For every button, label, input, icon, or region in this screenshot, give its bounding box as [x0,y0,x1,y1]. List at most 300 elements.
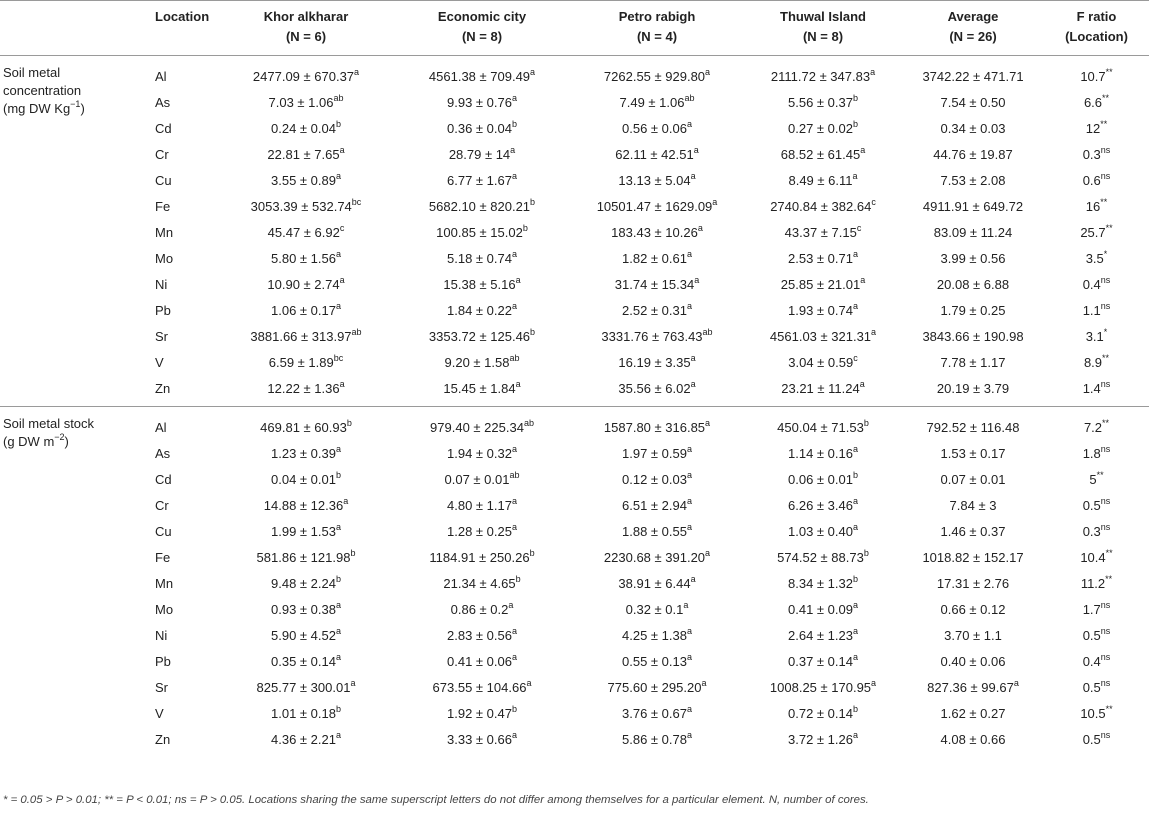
cell-economic-city [394,376,570,407]
cell-value: 45.47 ± 6.92 [267,225,340,240]
cell-khor-alkharar [218,350,394,376]
cell-superscript: a [690,352,696,363]
cell-thuwal-island [744,194,902,220]
cell-value: 0.5 [1082,498,1101,513]
header-petro-rabigh: Petro rabigh [618,9,696,24]
cell-value: 1.4 [1082,381,1101,396]
cell-khor-alkharar [218,675,394,701]
cell-superscript: a [860,144,866,155]
cell-superscript: a [339,274,345,285]
cell-value: 83.09 ± 11.24 [933,225,1013,240]
cell-value: 581.86 ± 121.98 [256,550,351,565]
cell-thuwal-island [744,727,902,757]
table-row [0,467,1149,493]
cell-value: 17.31 ± 2.76 [936,576,1010,591]
cell-value: 4.08 ± 0.66 [940,732,1006,747]
cell-value: 3843.66 ± 190.98 [922,329,1024,344]
cell-thuwal-island [744,246,902,272]
cell-thuwal-island [744,56,902,91]
cell-value: 35.56 ± 6.02 [618,381,691,396]
cell-value: 15.38 ± 5.16 [443,277,516,292]
cell-superscript: a [694,274,700,285]
cell-khor-alkharar [218,649,394,675]
cell-average [902,246,1044,272]
cell-petro-rabigh [570,701,744,727]
cell-value: 6.6 [1083,95,1103,110]
cell-superscript: a [530,66,536,77]
cell-khor-alkharar [218,246,394,272]
cell-value: 2.83 ± 0.56 [447,628,512,643]
cell-superscript: b [511,118,517,129]
cell-value: 0.93 ± 0.38 [271,602,336,617]
cell-superscript: a [686,703,692,714]
cell-superscript: a [335,300,341,311]
element-symbol: Cr [155,147,169,162]
cell-superscript: a [690,378,696,389]
cell-value: 0.4 [1082,277,1101,292]
table-row [0,376,1149,407]
cell-petro-rabigh [570,407,744,442]
cell-economic-city [394,545,570,571]
cell-value: 1.28 ± 0.25 [447,524,512,539]
element-symbol: Cu [155,524,172,539]
cell-superscript: a [335,651,341,662]
cell-value: 0.3 [1082,524,1101,539]
cell-khor-alkharar [218,272,394,298]
cell-superscript: ** [1102,352,1110,363]
cell-f-ratio [1044,220,1149,246]
cell-khor-alkharar [218,545,394,571]
cell-petro-rabigh [570,597,744,623]
cell-superscript: a [870,66,876,77]
cell-thuwal-island [744,649,902,675]
cell-superscript: a [515,274,521,285]
cell-value: 16.19 ± 3.35 [618,355,691,370]
cell-superscript: bc [333,352,344,363]
cell-economic-city [394,168,570,194]
cell-economic-city [394,246,570,272]
cell-superscript: a [871,677,877,688]
cell-superscript: a [335,443,341,454]
cell-value: 22.81 ± 7.65 [267,147,340,162]
table-row [0,168,1149,194]
cell-superscript: a [339,378,345,389]
cell-value: 4.36 ± 2.21 [271,732,336,747]
cell-value: 3.1 [1085,329,1104,344]
cell-value: 31.74 ± 15.34 [614,277,695,292]
header-n-khor-alkharar: (N = 6) [218,27,394,56]
cell-superscript: a [335,248,341,259]
cell-average [902,142,1044,168]
cell-thuwal-island [744,324,902,350]
cell-value: 469.81 ± 60.93 [260,420,347,435]
cell-average [902,675,1044,701]
element-symbol: Fe [155,550,171,565]
cell-average [902,649,1044,675]
cell-khor-alkharar [218,220,394,246]
cell-khor-alkharar [218,90,394,116]
cell-value: 2111.72 ± 347.83 [770,69,871,84]
cell-value: 183.43 ± 10.26 [611,225,698,240]
header-f-ratio: F ratio [1076,9,1117,24]
header-n-economic-city: (N = 8) [394,27,570,56]
cell-superscript: ab [509,352,520,363]
element-symbol: Pb [155,303,171,318]
cell-superscript: b [350,547,356,558]
cell-value: 1.7 [1082,602,1101,617]
cell-average [902,56,1044,91]
table-row [0,324,1149,350]
cell-superscript: b [346,417,352,428]
table-row [0,220,1149,246]
cell-economic-city [394,675,570,701]
cell-value: 1.46 ± 0.37 [940,524,1006,539]
cell-khor-alkharar [218,168,394,194]
cell-thuwal-island [744,623,902,649]
cell-superscript: ns [1100,378,1111,389]
header-economic-city: Economic city [437,9,527,24]
cell-khor-alkharar [218,597,394,623]
cell-f-ratio [1044,350,1149,376]
table-row [0,116,1149,142]
cell-khor-alkharar [218,194,394,220]
group-label-line: concentration [3,83,82,98]
cell-value: 15.45 ± 1.84 [443,381,516,396]
cell-value: 5.80 ± 1.56 [271,251,336,266]
cell-superscript: ab [509,469,520,480]
cell-economic-city [394,623,570,649]
cell-average [902,571,1044,597]
cell-superscript: ns [1100,599,1111,610]
cell-value: 0.32 ± 0.1 [625,602,684,617]
cell-value: 4561.03 ± 321.31 [769,329,872,344]
cell-petro-rabigh [570,519,744,545]
header-n-thuwal-island: (N = 8) [744,27,902,56]
cell-value: 8.49 ± 6.11 [788,173,853,188]
cell-superscript: b [335,573,341,584]
element-symbol: Ni [155,277,168,292]
cell-value: 7.03 ± 1.06 [268,95,334,110]
cell-superscript: ** [1096,469,1104,480]
cell-value: 0.40 ± 0.06 [940,654,1006,669]
cell-f-ratio [1044,623,1149,649]
cell-economic-city [394,441,570,467]
header-n-petro-rabigh: (N = 4) [570,27,744,56]
cell-value: 7.2 [1083,420,1103,435]
cell-value: 0.12 ± 0.03 [622,472,687,487]
cell-f-ratio [1044,675,1149,701]
cell-khor-alkharar [218,441,394,467]
cell-superscript: a [511,300,517,311]
cell-petro-rabigh [570,272,744,298]
cell-thuwal-island [744,571,902,597]
cell-value: 5.90 ± 4.52 [271,628,336,643]
cell-economic-city [394,493,570,519]
cell-economic-city [394,649,570,675]
cell-value: 1.14 ± 0.16 [788,446,853,461]
cell-superscript: a [511,521,517,532]
cell-superscript: ** [1100,118,1108,129]
cell-average [902,597,1044,623]
cell-value: 68.52 ± 61.45 [780,147,861,162]
element-symbol: Mn [155,225,174,240]
cell-superscript: ns [1100,729,1111,740]
cell-value: 1.88 ± 0.55 [622,524,687,539]
cell-superscript: a [511,443,517,454]
cell-superscript: a [686,495,692,506]
cell-khor-alkharar [218,376,394,407]
cell-value: 0.66 ± 0.12 [940,602,1006,617]
cell-superscript: ab [333,92,344,103]
cell-superscript: a [697,222,703,233]
cell-value: 1018.82 ± 152.17 [922,550,1024,565]
cell-value: 23.21 ± 11.24 [781,381,860,396]
cell-f-ratio [1044,56,1149,91]
cell-superscript: b [522,222,528,233]
cell-value: 8.9 [1083,355,1103,370]
element-symbol: V [155,355,164,370]
cell-economic-city [394,298,570,324]
cell-value: 11.2 [1080,576,1106,591]
cell-superscript: a [686,118,692,129]
cell-thuwal-island [744,272,902,298]
cell-petro-rabigh [570,298,744,324]
cell-khor-alkharar [218,142,394,168]
cell-superscript: * [1103,248,1108,259]
table-row [0,298,1149,324]
cell-f-ratio [1044,467,1149,493]
cell-value: 0.5 [1082,680,1101,695]
cell-average [902,623,1044,649]
cell-superscript: a [686,248,692,259]
cell-thuwal-island [744,493,902,519]
cell-economic-city [394,220,570,246]
cell-value: 2230.68 ± 391.20 [603,550,706,565]
cell-superscript: a [852,248,858,259]
cell-value: 9.20 ± 1.58 [444,355,510,370]
cell-average [902,116,1044,142]
cell-superscript: a [705,417,711,428]
cell-khor-alkharar [218,116,394,142]
cell-superscript: a [852,170,858,181]
cell-value: 2.53 ± 0.71 [788,251,853,266]
cell-value: 4911.91 ± 649.72 [922,199,1024,214]
cell-value: 0.35 ± 0.14 [271,654,336,669]
cell-average [902,727,1044,757]
element-symbol: Cu [155,173,172,188]
cell-value: 43.37 ± 7.15 [784,225,857,240]
cell-value: 3.70 ± 1.1 [944,628,1002,643]
cell-value: 0.41 ± 0.06 [447,654,512,669]
cell-value: 3.55 ± 0.89 [271,173,336,188]
cell-economic-city [394,194,570,220]
cell-thuwal-island [744,701,902,727]
cell-value: 9.48 ± 2.24 [271,576,336,591]
cell-superscript: a [705,66,711,77]
cell-average [902,220,1044,246]
cell-value: 574.52 ± 88.73 [777,550,864,565]
cell-value: 7262.55 ± 929.80 [603,69,706,84]
cell-superscript: bc [351,196,362,207]
cell-value: 10.7 [1080,69,1106,84]
cell-superscript: ns [1100,170,1111,181]
cell-superscript: ab [702,326,713,337]
cell-value: 5 [1089,472,1097,487]
cell-superscript: ab [684,92,695,103]
table-row [0,701,1149,727]
cell-superscript: ns [1100,677,1111,688]
cell-value: 3.99 ± 0.56 [940,251,1006,266]
element-symbol: Al [152,407,218,442]
table-row [0,194,1149,220]
cell-value: 3353.72 ± 125.46 [428,329,531,344]
cell-value: 1.23 ± 0.39 [271,446,336,461]
cell-khor-alkharar [218,407,394,442]
cell-thuwal-island [744,90,902,116]
cell-superscript: a [335,729,341,740]
cell-superscript: a [511,248,517,259]
cell-economic-city [394,467,570,493]
cell-superscript: b [335,703,341,714]
header-thuwal-island: Thuwal Island [780,9,866,24]
cell-value: 1.62 ± 0.27 [940,706,1006,721]
cell-economic-city [394,350,570,376]
cell-superscript: ns [1100,443,1111,454]
cell-value: 792.52 ± 116.48 [926,420,1020,435]
element-symbol: Mo [155,602,174,617]
cell-value: 1.79 ± 0.25 [940,303,1006,318]
cell-value: 1008.25 ± 170.95 [769,680,872,695]
cell-value: 5682.10 ± 820.21 [428,199,531,214]
cell-value: 12 [1085,121,1101,136]
cell-superscript: a [693,144,699,155]
cell-superscript: a [686,521,692,532]
cell-value: 25.7 [1080,225,1106,240]
header-average: Average [947,9,999,24]
table-row [0,350,1149,376]
cell-value: 0.5 [1082,732,1101,747]
cell-superscript: a [690,573,696,584]
cell-value: 3331.76 ± 763.43 [601,329,703,344]
cell-thuwal-island [744,407,902,442]
cell-average [902,324,1044,350]
cell-value: 25.85 ± 21.01 [780,277,861,292]
cell-petro-rabigh [570,376,744,407]
cell-superscript: a [683,599,689,610]
cell-petro-rabigh [570,623,744,649]
cell-value: 21.34 ± 4.65 [443,576,516,591]
cell-thuwal-island [744,597,902,623]
element-symbol: Sr [155,329,168,344]
element-symbol: Cd [155,472,172,487]
cell-f-ratio [1044,246,1149,272]
cell-thuwal-island [744,467,902,493]
cell-superscript: a [712,196,718,207]
cell-value: 1.82 ± 0.61 [622,251,687,266]
cell-value: 0.07 ± 0.01 [940,472,1006,487]
cell-average [902,407,1044,442]
cell-f-ratio [1044,324,1149,350]
cell-thuwal-island [744,545,902,571]
cell-value: 0.04 ± 0.01 [271,472,336,487]
table-body [0,56,1149,758]
cell-superscript: ** [1105,66,1113,77]
cell-value: 38.91 ± 6.44 [618,576,691,591]
cell-superscript: ** [1102,92,1110,103]
cell-value: 0.41 ± 0.09 [788,602,853,617]
cell-superscript: a [852,651,858,662]
cell-value: 0.06 ± 0.01 [788,472,853,487]
cell-khor-alkharar [218,298,394,324]
cell-value: 5.56 ± 0.37 [788,95,853,110]
cell-thuwal-island [744,675,902,701]
cell-value: 1.1 [1082,303,1101,318]
cell-economic-city [394,571,570,597]
cell-value: 0.07 ± 0.01 [444,472,510,487]
table-row [0,407,1149,442]
cell-f-ratio [1044,519,1149,545]
cell-value: 3.33 ± 0.66 [447,732,512,747]
cell-value: 1.92 ± 0.47 [447,706,512,721]
cell-value: 44.76 ± 19.87 [933,147,1013,162]
cell-thuwal-island [744,168,902,194]
cell-economic-city [394,90,570,116]
cell-thuwal-island [744,376,902,407]
cell-superscript: ** [1105,703,1113,714]
cell-economic-city [394,116,570,142]
cell-average [902,701,1044,727]
cell-superscript: b [863,417,869,428]
group-label-line: (mg DW $Kg^{-1}$) [3,98,85,116]
cell-value: 775.60 ± 295.20 [607,680,702,695]
cell-f-ratio [1044,90,1149,116]
cell-superscript: b [852,703,858,714]
cell-khor-alkharar [218,571,394,597]
cell-superscript: a [859,378,865,389]
cell-value: 1.03 ± 0.40 [788,524,853,539]
cell-economic-city [394,142,570,168]
cell-superscript: a [335,625,341,636]
cell-khor-alkharar [218,701,394,727]
cell-value: 0.72 ± 0.14 [788,706,853,721]
cell-superscript: b [852,469,858,480]
cell-economic-city [394,56,570,91]
cell-superscript: ab [523,417,534,428]
element-symbol: As [155,446,171,461]
cell-value: 14.88 ± 12.36 [263,498,344,513]
cell-khor-alkharar [218,324,394,350]
cell-f-ratio [1044,116,1149,142]
cell-value: 827.36 ± 99.67 [927,680,1014,695]
cell-economic-city [394,272,570,298]
cell-f-ratio [1044,597,1149,623]
cell-superscript: c [856,222,862,233]
table-row [0,545,1149,571]
cell-superscript: c [339,222,345,233]
cell-superscript: a [852,495,858,506]
header-khor-alkharar: Khor alkharar [263,9,349,24]
cell-value: 2740.84 ± 382.64 [770,199,872,214]
cell-petro-rabigh [570,571,744,597]
cell-value: 0.56 ± 0.06 [622,121,687,136]
table-row [0,649,1149,675]
cell-value: 4561.38 ± 709.49 [428,69,531,84]
cell-value: 12.22 ± 1.36 [267,381,340,396]
cell-superscript: b [529,547,535,558]
cell-value: 1.01 ± 0.18 [271,706,336,721]
cell-f-ratio [1044,649,1149,675]
cell-value: 6.59 ± 1.89 [268,355,334,370]
